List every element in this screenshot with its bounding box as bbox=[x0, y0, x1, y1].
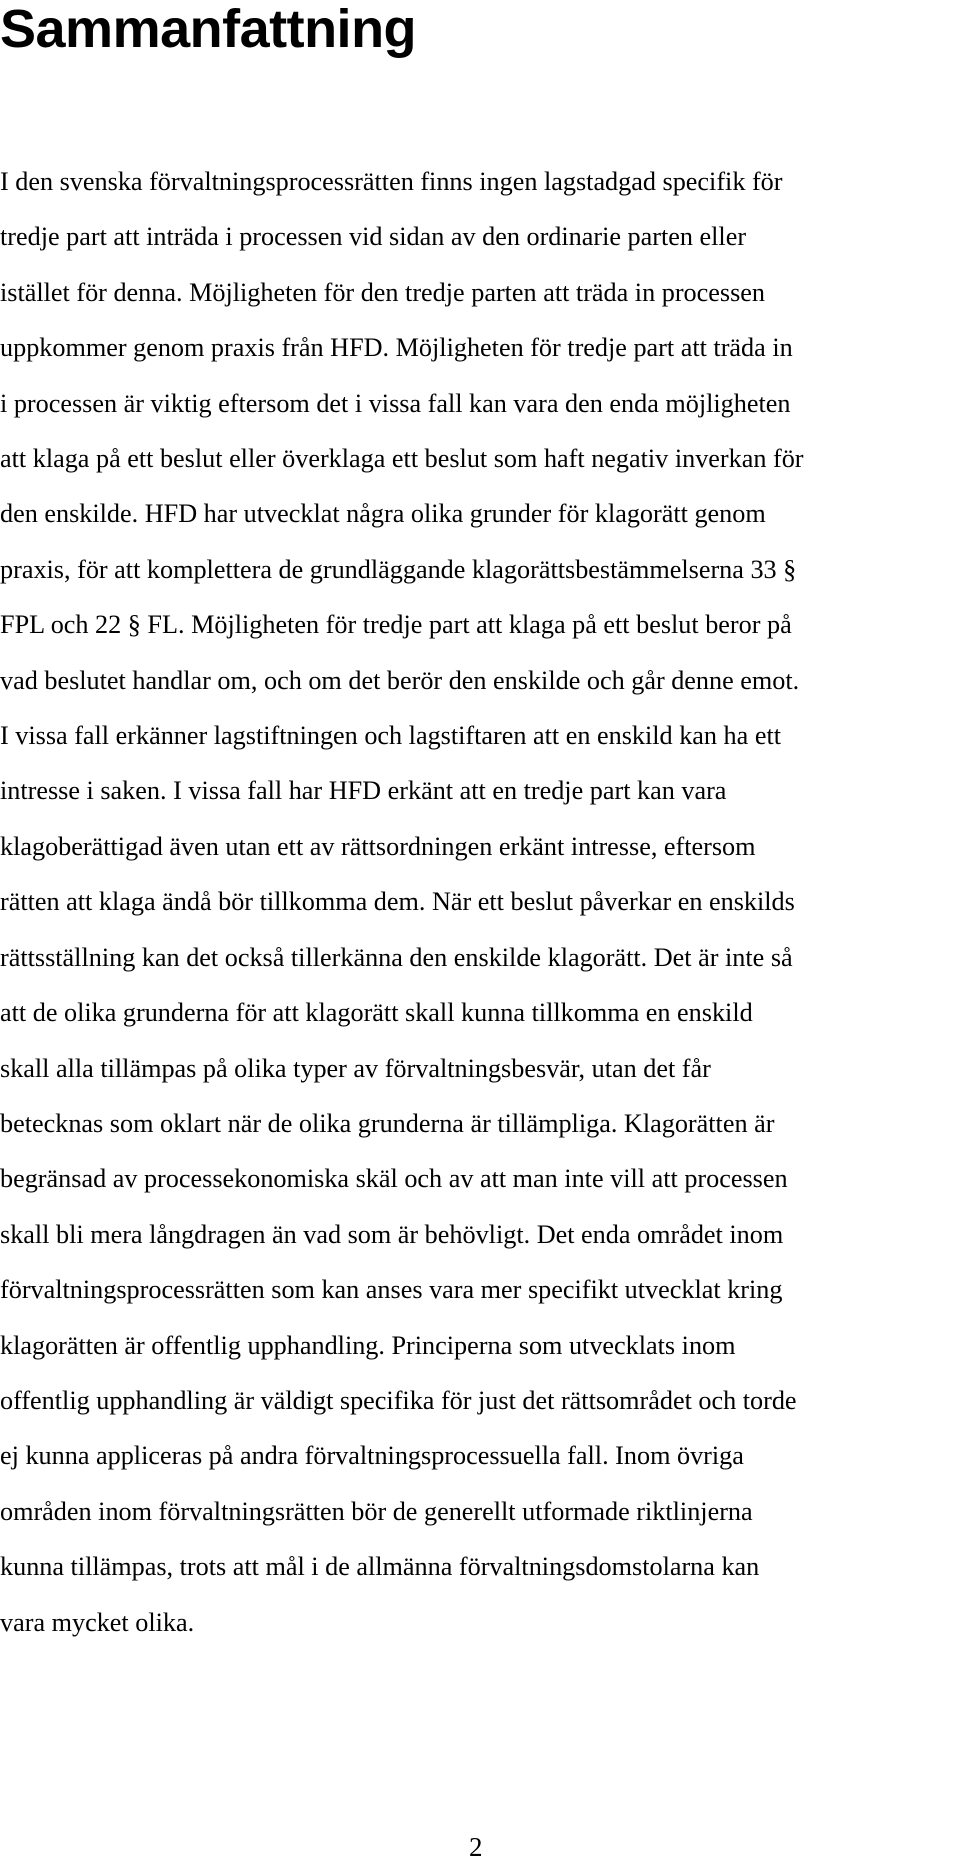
paragraph-line: områden inom förvaltningsrätten bör de generellt utformade riktlinjerna bbox=[0, 1496, 753, 1526]
paragraph-line: rättsställning kan det också tillerkänna den enskilde klagorätt. Det är inte så bbox=[0, 942, 793, 972]
paragraph-line: uppkommer genom praxis från HFD. Möjligheten för tredje part att träda in bbox=[0, 333, 793, 363]
paragraph-line: klagoberättigad även utan ett av rättsordningen erkänt intresse, eftersom bbox=[0, 831, 756, 861]
paragraph-line: rätten att klaga ändå bör tillkomma dem. När ett beslut påverkar en enskilds bbox=[0, 887, 795, 917]
paragraph-line: vad beslutet handlar om, och om det berör den enskilde och går denne emot. bbox=[0, 665, 800, 695]
paragraph-line: ej kunna appliceras på andra förvaltningsprocessuella fall. Inom övriga bbox=[0, 1441, 744, 1471]
paragraph-line: förvaltningsprocessrätten som kan anses vara mer specifikt utvecklat kring bbox=[0, 1275, 783, 1305]
paragraph-line: istället för denna. Möjligheten för den tredje parten att träda in processen bbox=[0, 277, 765, 307]
paragraph-line: skall alla tillämpas på olika typer av förvaltningsbesvär, utan det får bbox=[0, 1053, 711, 1083]
page-number: 2 bbox=[469, 1832, 483, 1862]
paragraph-line: klagorätten är offentlig upphandling. Principerna som utvecklats inom bbox=[0, 1330, 736, 1360]
paragraph-line: den enskilde. HFD har utvecklat några olika grunder för klagorätt genom bbox=[0, 499, 766, 529]
paragraph-line: intresse i saken. I vissa fall har HFD erkänt att en tredje part kan vara bbox=[0, 776, 727, 806]
paragraph-line: skall bli mera långdragen än vad som är behövligt. Det enda området inom bbox=[0, 1219, 784, 1249]
paragraph-line: tredje part att inträda i processen vid sidan av den ordinarie parten eller bbox=[0, 222, 747, 252]
paragraph-line: offentlig upphandling är väldigt specifika för just det rättsområdet och torde bbox=[0, 1385, 797, 1415]
paragraph-line: att de olika grunderna för att klagorätt skall kunna tillkomma en enskild bbox=[0, 998, 753, 1028]
paragraph-line: kunna tillämpas, trots att mål i de allmänna förvaltningsdomstolarna kan bbox=[0, 1552, 760, 1582]
paragraph-line: betecknas som oklart när de olika grunderna är tillämpliga. Klagorätten är bbox=[0, 1108, 775, 1138]
paragraph-line: I den svenska förvaltningsprocessrätten finns ingen lagstadgad specifik för bbox=[0, 167, 783, 196]
paragraph-line: I vissa fall erkänner lagstiftningen och lagstiftaren att en enskild kan ha ett bbox=[0, 721, 781, 751]
paragraph-line: begränsad av processekonomiska skäl och av att man inte vill att processen bbox=[0, 1164, 788, 1194]
paragraph-line: vara mycket olika. bbox=[0, 1607, 195, 1637]
summary-paragraph bbox=[0, 154, 958, 1650]
document-heading: Sammanfattning bbox=[0, 0, 417, 59]
paragraph-line: att klaga på ett beslut eller överklaga ett beslut som haft negativ inverkan för bbox=[0, 444, 804, 474]
paragraph-line: praxis, för att komplettera de grundläggande klagorättsbestämmelserna 33 § bbox=[0, 554, 797, 584]
paragraph-line: i processen är viktig eftersom det i vissa fall kan vara den enda möjligheten bbox=[0, 388, 791, 418]
paragraph-line: FPL och 22 § FL. Möjligheten för tredje part att klaga på ett beslut beror på bbox=[0, 610, 792, 640]
